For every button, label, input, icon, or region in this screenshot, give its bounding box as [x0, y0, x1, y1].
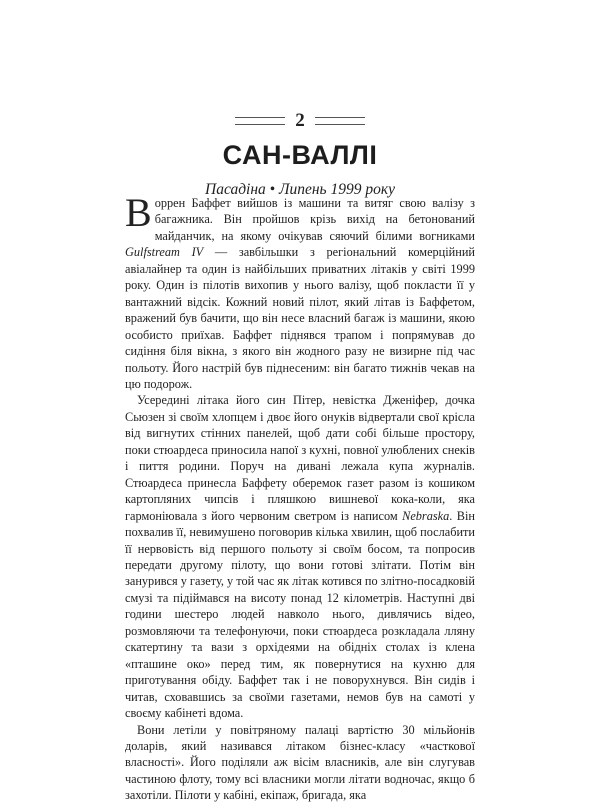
paragraph-2-text-a: Усередині літака його син Пітер, невістка Дженіфер, дочка Сьюзен зі своїм хлопцем і двоє його онуків відвертали свої крісла від вигнутих стінних панелей, щоб дати собі більше простору, поки стюардеса приносила напої з кухні, повної улюблених снеків і пиття родини. Поруч на дивані лежала купа журналів. Стюардеса принесла Баффету оберемок газет разом із кошиком картопляних чипсів і пляшкою вишневої кока-коли, яка гармоніювала з його червоним светром із написом: [125, 393, 475, 523]
right-ornament-rule: [315, 117, 365, 125]
paragraph-1: [125, 190, 476, 392]
left-ornament-rule: [235, 117, 285, 125]
paragraph-3: Вони летіли у повітряному палаці вартістю 30 мільйонів доларів, який називався літаком бізнес-класу «часткової власності». Його поділяли аж вісім власників, але він слугував частиною флоту, тому всі власники могли літати водночас, якщо б захотіли. Пілоти у кабіні, екіпаж, бригада, яка: [125, 722, 475, 803]
paragraph-2-text-c: . Він похвалив її, невимушено поговорив кілька хвилин, щоб послабити її нервовість від першого польоту зі своїм босом, та попросив передати другому пілоту, що вони готові злітати. Потім він занурився у газету, у той час як літак котився по злітно-посадковій смузі та підіймався на висоту понад 12 кілометрів. Наступні дві години шестеро людей навколо нього, дивлячись відео, розмовляючи та телефонуючи, поки стюардеса розкладала лляну скатертину та вази з орхідеями на обідніх столах із клена «пташине око» перед тим, як повернутися на кухню для приготування обіду. Баффет так і не поворухнувся. Він сидів і читав, сховавшись за своїми газетами, немов був на самоті у своєму кабінеті вдома.: [125, 508, 475, 721]
paragraph-2: [125, 392, 475, 721]
chapter-heading: [0, 111, 600, 131]
chapter-subtitle: Пасадіна • Липень 1999 року: [205, 181, 395, 198]
paragraph-1-text-c: — завбільшки з регіональний комерційний авіалайнер та один із найбільших приватних літаків у світі 1999 року. Один із пілотів вихопив у нього валізу, щоб покласти її у вантажний відсік. Кожний новий пілот, який літав із Баффетом, вражений був бачити, що він несе власний багаж із машини, якою особисто приїхав. Баффет піднявся трапом і попрямував до сидіння біля вікна, з якого він жодного разу не визирне під час польоту. Його настрій був піднесеним: він багато тижнів чекав на цю подорож.: [125, 245, 476, 391]
paragraph-1-text-a: оррен Баффет вийшов із машини та витяг свою валізу з багажника. Він пройшов крізь вихід на бетонований майданчик, на якому очікував сяючий білими вогниками: [154, 196, 475, 243]
drop-cap: В: [125, 190, 152, 235]
chapter-title: САН-ВАЛЛІ: [222, 140, 378, 170]
sweater-inscription: Nebraska: [402, 508, 450, 523]
chapter-number: 2: [295, 110, 305, 131]
body-text: [125, 190, 476, 804]
aircraft-model-name: Gulfstream IV: [125, 245, 204, 260]
